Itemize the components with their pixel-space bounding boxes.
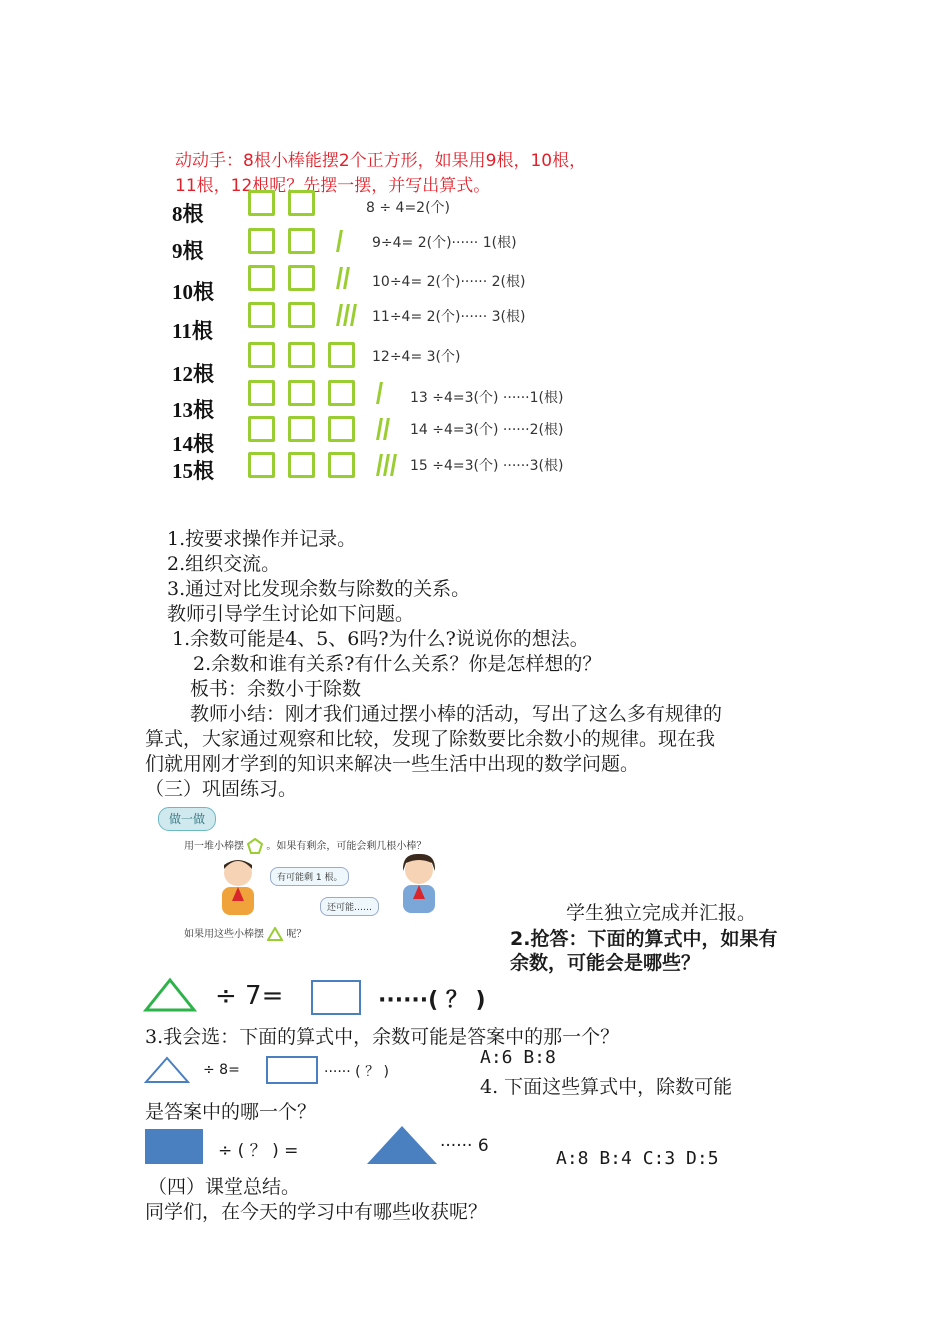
- formula2-remainder: ······ ( ？ ): [324, 1064, 389, 1080]
- stick-square: [288, 416, 315, 442]
- stick-square: [248, 380, 275, 406]
- formula3-division: ÷ ( ？ ) =: [218, 1141, 299, 1161]
- formula3-remainder: ······ 6: [440, 1136, 489, 1156]
- quick-answer-line1: 2.抢答：下面的算式中，如果有: [510, 928, 778, 950]
- step-2: 2.组织交流。: [167, 553, 281, 575]
- question-3-options: A:6 B:8: [480, 1047, 556, 1068]
- stick-square: [288, 302, 315, 328]
- loose-stick: [350, 304, 357, 326]
- step-3: 3.通过对比发现余数与除数的关系。: [167, 578, 471, 600]
- speech-bubble-boy: 有可能剩 1 根。: [270, 867, 349, 886]
- row-equation: 13 ÷4=3(个) ······1(根): [410, 390, 564, 406]
- row-equation: 12÷4= 3(个): [372, 349, 461, 365]
- loose-stick: [336, 230, 343, 252]
- row-equation: 15 ÷4=3(个) ······3(根): [410, 458, 564, 474]
- loose-stick: [336, 304, 343, 326]
- green-triangle: [143, 977, 197, 1013]
- quick-answer-line2: 余数，可能会是哪些？: [510, 952, 701, 974]
- textbook-question-1: 用一堆小棒摆 。如果有剩余，可能会剩几根小棒？: [184, 837, 426, 854]
- stick-square: [328, 416, 355, 442]
- teacher-guide: 教师引导学生讨论如下问题。: [167, 603, 415, 625]
- stick-square: [288, 265, 315, 291]
- question-3: 3.我会选：下面的算式中，余数可能是答案中的那一个？: [145, 1026, 620, 1048]
- loose-stick: [383, 454, 390, 476]
- loose-stick: [390, 454, 397, 476]
- formula1-remainder: ······( ？ ): [378, 988, 486, 1013]
- stick-square: [328, 380, 355, 406]
- textbook-question-2: 如果用这些小棒摆 呢？: [184, 929, 307, 940]
- closing-question: 同学们，在今天的学习中有哪些收获呢？: [145, 1201, 488, 1223]
- independent-note: 学生独立完成并汇报。: [566, 902, 757, 924]
- loose-stick: [343, 304, 350, 326]
- pentagon-icon: [247, 838, 263, 854]
- textbook-illustration: [150, 805, 490, 945]
- row-label: 11根: [172, 319, 213, 343]
- row-equation: 11÷4= 2(个)······ 3(根): [372, 309, 526, 325]
- boy-figure: [210, 857, 268, 921]
- loose-stick: [376, 418, 383, 440]
- board-note: 板书：余数小于除数: [190, 678, 362, 700]
- row-equation: 14 ÷4=3(个) ······2(根): [410, 422, 564, 438]
- summary-line2: 算式，大家通过观察和比较，发现了除数要比余数小的规律。现在我: [145, 728, 716, 750]
- step-1: 1.按要求操作并记录。: [167, 528, 357, 550]
- activity-heading-line1: 动动手：8根小棒能摆2个正方形，如果用9根，10根，: [175, 151, 587, 171]
- stick-square: [248, 342, 275, 368]
- summary-line3: 们就用刚才学到的知识来解决一些生活中出现的数学问题。: [145, 753, 640, 775]
- formula1-quotient-box: [311, 980, 361, 1015]
- row-label: 13根: [172, 398, 214, 422]
- loose-stick: [376, 454, 383, 476]
- section-4-heading: （四）课堂总结。: [148, 1176, 301, 1198]
- speech-bubble-girl: 还可能……: [320, 897, 379, 916]
- stick-square: [288, 190, 315, 216]
- summary-line1: 教师小结：刚才我们通过摆小棒的活动，写出了这么多有规律的: [190, 703, 723, 725]
- row-label: 15根: [172, 459, 214, 483]
- formula2-division: ÷ 8=: [203, 1062, 240, 1078]
- row-label: 8根: [172, 202, 204, 226]
- question-2: 2.余数和谁有关系?有什么关系？你是怎样想的？: [193, 653, 602, 675]
- formula1-division: ÷ 7=: [215, 981, 284, 1011]
- girl-figure: [390, 853, 448, 919]
- row-label: 10根: [172, 280, 214, 304]
- blue-filled-square: [145, 1129, 203, 1164]
- loose-stick: [383, 418, 390, 440]
- stick-square: [288, 228, 315, 254]
- question-4-line1: 4. 下面这些算式中，除数可能: [480, 1076, 733, 1098]
- section-3-heading: （三）巩固练习。: [145, 778, 298, 800]
- question-4-options: A:8 B:4 C:3 D:5: [556, 1148, 719, 1169]
- formula2-quotient-box: [266, 1056, 318, 1084]
- do-it-badge: 做一做: [158, 807, 216, 831]
- triangle-icon: [267, 927, 283, 941]
- blue-filled-triangle: [365, 1124, 439, 1166]
- stick-square: [288, 452, 315, 478]
- stick-square: [248, 228, 275, 254]
- stick-square: [288, 342, 315, 368]
- stick-square: [328, 452, 355, 478]
- stick-square: [248, 265, 275, 291]
- loose-stick: [376, 382, 383, 404]
- blue-outline-triangle: [144, 1056, 190, 1084]
- row-equation: 10÷4= 2(个)······ 2(根): [372, 274, 526, 290]
- stick-square: [248, 190, 275, 216]
- stick-square: [248, 452, 275, 478]
- row-equation: 9÷4= 2(个)······ 1(根): [372, 235, 517, 251]
- loose-stick: [336, 267, 343, 289]
- question-4-line2: 是答案中的哪一个？: [145, 1101, 317, 1123]
- row-label: 14根: [172, 432, 214, 456]
- stick-square: [328, 342, 355, 368]
- stick-square: [248, 416, 275, 442]
- row-equation: 8 ÷ 4=2(个): [366, 200, 451, 216]
- stick-square: [288, 380, 315, 406]
- question-1: 1.余数可能是4、5、6吗?为什么?说说你的想法。: [172, 628, 589, 650]
- row-label: 9根: [172, 239, 204, 263]
- loose-stick: [343, 267, 350, 289]
- activity-heading-line2: 11根，12根呢？先摆一摆，并写出算式。: [175, 176, 491, 196]
- stick-square: [248, 302, 275, 328]
- row-label: 12根: [172, 362, 214, 386]
